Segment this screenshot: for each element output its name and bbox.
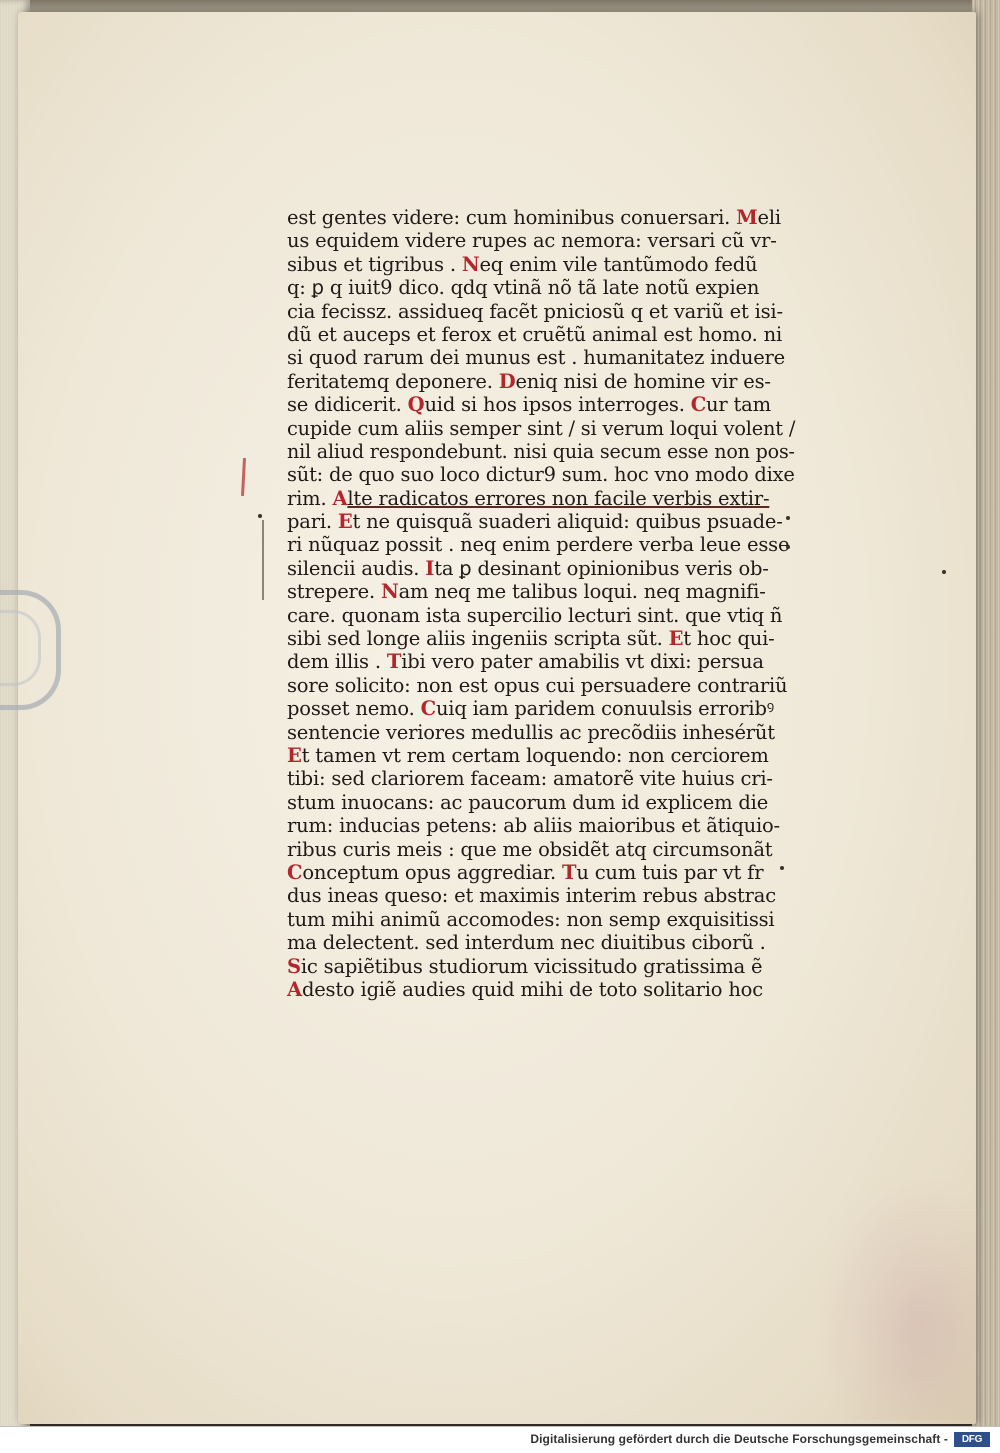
- text-run: care. quonam ista supercilio lecturi sint. que vtiq ñ: [287, 603, 783, 627]
- text-run: strepere.: [287, 580, 381, 604]
- text-run: onceptum opus aggrediar.: [302, 860, 563, 884]
- margin-dot: [942, 570, 946, 574]
- rubricated-initial: E: [337, 510, 353, 534]
- text-run: ic sapiẽtibus studiorum vicissitudo gratissima ẽ: [300, 954, 763, 978]
- text-run: si quod rarum dei munus est . humanitatez induere: [287, 346, 786, 370]
- rubricated-initial: D: [498, 369, 516, 393]
- text-line: [287, 393, 795, 416]
- text-line: [287, 721, 795, 744]
- rubricated-initial: C: [690, 393, 707, 417]
- text-line: [287, 931, 795, 954]
- text-run: t tamen vt rem certam loquendo: non cerciorem: [301, 743, 769, 767]
- text-run: ur tam: [706, 393, 771, 417]
- text-line: [287, 487, 795, 510]
- text-run: posset nemo.: [287, 697, 421, 721]
- margin-dot: [258, 514, 262, 518]
- text-run: cupide cum aliis semper sint / si verum loqui volent /: [287, 416, 796, 440]
- text-line: [287, 276, 795, 299]
- text-run: am neq me talibus loqui. neq magnifi-: [398, 580, 766, 604]
- text-line: [287, 253, 795, 276]
- rubricated-initial: N: [381, 580, 399, 604]
- rubricated-initial: M: [736, 206, 758, 229]
- rubricated-initial: C: [287, 860, 303, 884]
- text-run: se didicerit.: [287, 393, 408, 417]
- text-run: eniq nisi de homine vir es-: [515, 369, 771, 393]
- text-run: us equidem videre rupes ac nemora: versari cũ vr-: [287, 229, 777, 253]
- text-run: sũt: de quo suo loco dictur9 sum. hoc vno modo dixe: [287, 463, 795, 487]
- text-run: q: ꝑ q iuit9 dico. qdq vtinã nõ tã late notũ expien: [287, 276, 760, 300]
- text-run: sibus et tigribus .: [287, 252, 462, 276]
- text-run: pari.: [287, 510, 338, 534]
- rubricated-initial: N: [461, 252, 480, 276]
- text-line: [287, 206, 795, 229]
- rubricated-initial: T: [386, 650, 402, 674]
- text-line: [287, 533, 795, 556]
- text-run: feritatemq deponere.: [287, 369, 499, 393]
- text-line: [287, 510, 795, 533]
- text-run: dus ineas queso: et maximis interim rebus abstrac: [287, 884, 776, 908]
- text-run: cia fecissz. assidueq facẽt pniciosũ q et variũ et isi-: [287, 299, 783, 323]
- text-run: ibi vero pater amabilis vt dixi: persua: [401, 650, 764, 674]
- text-line: [287, 908, 795, 931]
- text-line: [287, 370, 795, 393]
- text-run: tum mihi animũ accomodes: non semp exquisitissi: [287, 907, 775, 931]
- text-run: sibi sed longe aliis ingeniis scripta sũt.: [287, 627, 669, 651]
- text-line: [287, 814, 795, 837]
- text-line: [287, 323, 795, 346]
- text-line: [287, 229, 795, 252]
- text-line: [287, 955, 795, 978]
- text-line: [287, 884, 795, 907]
- rubricated-initial: A: [332, 486, 348, 510]
- text-line: [287, 580, 795, 603]
- text-run: uid si hos ipsos interroges.: [424, 393, 691, 417]
- text-line: [287, 463, 793, 486]
- text-line: [287, 416, 796, 440]
- text-line: [287, 300, 795, 323]
- text-run: ta ꝑ desinant opinionibus veris ob-: [434, 556, 769, 580]
- digitization-footer: [0, 1426, 1000, 1453]
- paper-stain: [820, 1180, 980, 1420]
- clip-inner-loop: [0, 610, 41, 686]
- rubricated-initial: I: [425, 556, 435, 580]
- rubricated-initial: Q: [407, 393, 425, 417]
- text-run: est gentes videre: cum hominibus conuersari.: [287, 206, 737, 229]
- underlined-text: lte radicatos errores non facile verbis extir-: [347, 486, 770, 510]
- rubricated-initial: A: [287, 977, 302, 1001]
- text-line: [287, 439, 795, 463]
- text-line: [287, 978, 795, 1001]
- text-run: eli: [757, 206, 781, 229]
- text-line: [287, 791, 795, 814]
- rubricated-initial: T: [562, 860, 577, 884]
- text-run: rum: inducias petens: ab aliis maioribus et ãtiquio-: [287, 814, 780, 838]
- text-line: [287, 744, 795, 767]
- text-run: ma delectent. sed interdum nec diuitibus ciborũ .: [287, 931, 766, 955]
- text-line: [287, 650, 795, 673]
- margin-bracket-mark: [262, 520, 264, 600]
- text-line: [287, 604, 795, 627]
- text-line: [287, 838, 795, 861]
- dfg-logo-icon: DFG: [954, 1432, 990, 1447]
- text-run: uiq iam paridem conuulsis erroribꝰ: [435, 697, 774, 721]
- text-block: [287, 206, 795, 1001]
- rubricated-initial: C: [420, 697, 436, 721]
- text-run: dũ et auceps et ferox et cruẽtũ animal est homo. ni: [287, 322, 782, 346]
- text-run: rim.: [287, 486, 333, 510]
- text-line: [287, 674, 795, 697]
- text-run: sore solicito: non est opus cui persuadere contrariũ: [287, 673, 788, 697]
- rubricated-initial: E: [668, 627, 684, 651]
- text-run: stum inuocans: ac paucorum dum id explicem die: [287, 790, 769, 814]
- text-run: dem illis .: [287, 650, 387, 674]
- text-line: [287, 697, 795, 720]
- text-line: [287, 557, 795, 580]
- text-line: [287, 767, 795, 790]
- text-run: nil aliud respondebunt. nisi quia secum esse non pos-: [287, 439, 795, 463]
- text-run: ribus curis meis : que me obsidẽt atq circumsonãt: [287, 837, 773, 861]
- rubricated-initial: E: [287, 743, 302, 767]
- text-run: t ne quisquã suaderi aliquid: quibus psuade-: [352, 510, 783, 534]
- text-run: sentencie veriores medullis ac precõdiis inhesérũt: [287, 720, 775, 744]
- funding-notice: Digitalisierung gefördert durch die Deutsche Forschungsgemeinschaft -: [530, 1432, 948, 1446]
- text-run: t hoc qui-: [683, 627, 775, 651]
- text-run: eq enim vile tantũmodo fedũ: [479, 252, 758, 276]
- rubricated-initial: S: [287, 954, 301, 978]
- text-run: tibi: sed clariorem faceam: amatorẽ vite huius cri-: [287, 767, 773, 791]
- text-run: ri nũquaz possit . neq enim perdere verba leue esse: [287, 533, 790, 557]
- text-run: desto igiẽ audies quid mihi de toto solitario hoc: [301, 977, 763, 1001]
- text-line: [287, 627, 795, 650]
- text-run: silencii audis.: [287, 556, 426, 580]
- text-run: u cum tuis par vt fr: [576, 860, 764, 884]
- text-line: [287, 346, 795, 369]
- text-line: [287, 861, 795, 884]
